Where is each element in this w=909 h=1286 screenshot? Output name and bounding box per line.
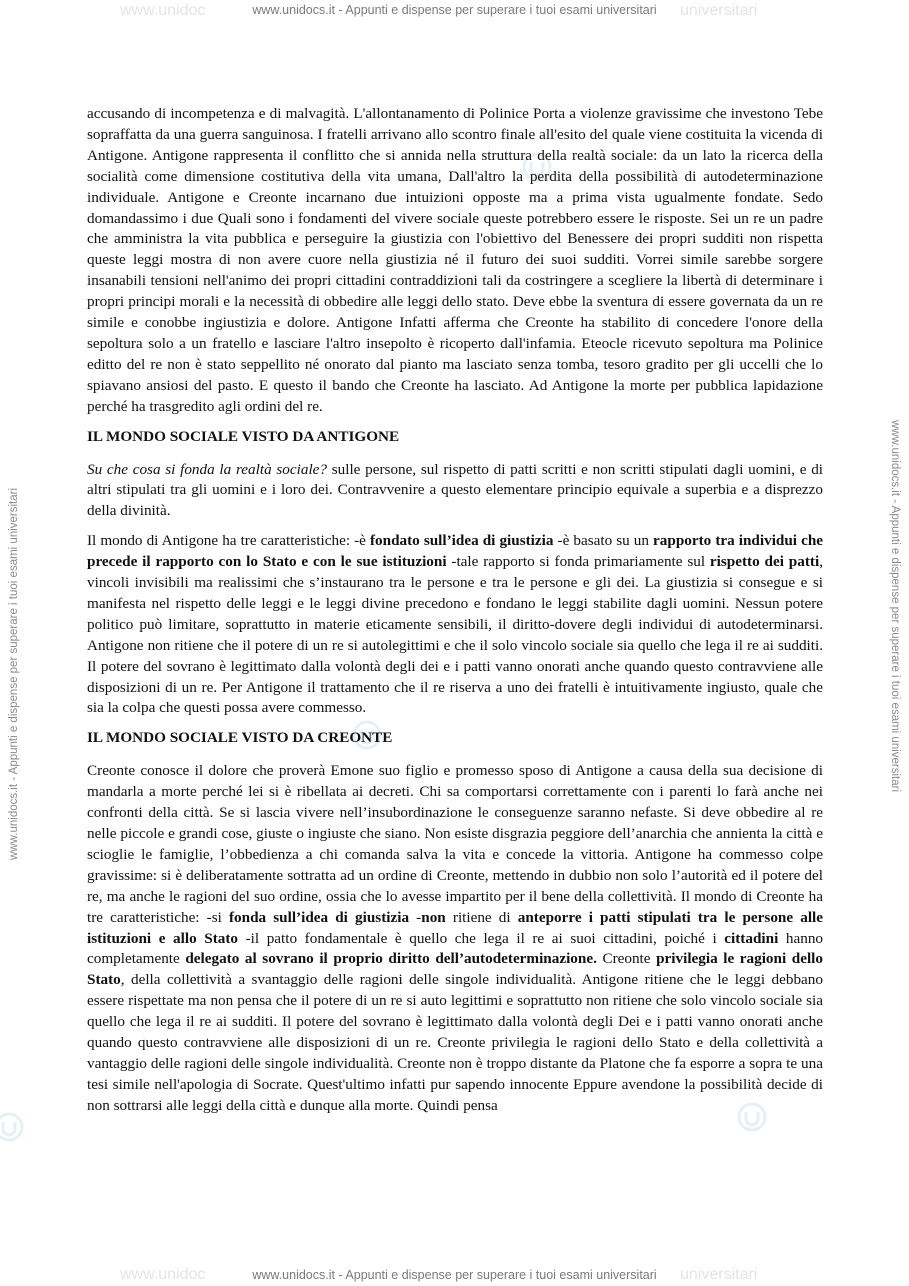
watermark-ghost-left-bottom: www.unidoc: [120, 1266, 206, 1283]
unidocs-logo-icon: [0, 1110, 26, 1144]
watermark-ghost-right-top: universitari: [680, 2, 758, 19]
right-side-watermark: www.unidocs.it - Appunti e dispense per superare i tuoi esami universitari: [889, 420, 901, 793]
heading-creonte: IL MONDO SOCIALE VISTO DA CREONTE: [87, 729, 393, 747]
paragraph-antigone-world: [87, 531, 823, 719]
text-run: , della collettività a svantaggio delle ragioni delle singole individualità. Antigone ritiene che le leggi debbano essere rispettate ma non pensa che il potere di un re si auto legittimi e soprattutto non ritiene che solo vincolo sociale sia quello che lega il re ai sudditi. Il potere del sovrano è legittimato dalla volontà degli Dei e i patti vanno onorati anche quando questo contravviene alle disposizioni di un re. Creonte privilegia le ragioni dello Stato e della collettività a vantaggio delle ragioni delle singole individualità. Creonte non è troppo distante da Platone che fa esporre a sopra te una tesi simile nell'apologia di Socrate. Quest'ultimo infatti pur sapendo innocente Eppure avendone la possibilità decide di non sottrarsi alle leggi della città e dunque alla morte. Quindi pensa: [87, 971, 823, 1114]
document-body: [87, 104, 823, 1126]
header-watermark: www.unidocs.it - Appunti e dispense per superare i tuoi esami universitari: [252, 3, 657, 17]
text-run: -è basato su un: [553, 532, 654, 550]
text-run: -tale rapporto si fonda primariamente sul: [446, 553, 710, 571]
text-run: Creonte conosce il dolore che proverà Emone suo figlio e promesso sposo di Antigone a causa della sua decisione di mandarla a morte perché lei si è ribellata ai decreti. Chi sa comportarsi correttamente con i parenti lo farà anche nei confronti della città. Se si lascia vivere nell’insubordinazione le conseguenze saranno nefaste. Si deve obbedire al re nelle piccole e grandi cose, giuste o ingiuste che siano. Non esiste disgrazia peggiore dell’anarchia che annienta la città e scioglie le famiglie, l’obbedienza a chi comanda salva la vita e concede la vittoria. Antigone ha commesso colpe gravissime: si è deliberatamente sottratta ad un ordine di Creonte, mettendo in dubbio non solo l’autorità ed il potere del re, ma anche le ragioni del suo ordine, ossia che lo avesse impartito per il bene della collettività. Il mondo di Creonte ha tre caratteristiche: -si: [87, 762, 823, 926]
text-run-bold: cittadini: [724, 929, 779, 947]
text-run-bold: delegato al sovrano il proprio diritto dell’autodeterminazione.: [185, 950, 597, 968]
question-italic: Su che cosa si fonda la realtà sociale?: [87, 460, 328, 478]
text-run: Il mondo di Antigone ha tre caratteristiche: -è: [87, 532, 370, 550]
heading-antigone: IL MONDO SOCIALE VISTO DA ANTIGONE: [87, 427, 400, 445]
paragraph-intro: accusando di incompetenza e di malvagità. L'allontanamento di Polinice Porta a violenze gravissime che investono Tebe sopraffatta da una guerra sanguinosa. I fratelli arrivano allo scontro finale all'esito del quale viene costituita la vicenda di Antigone. Antigone rappresenta il conflitto che si annida nella struttura della realtà sociale: da un lato la ricerca della socialità come dimensione costitutiva della vita umana, Dall'altro la perdita della possibilità di autodeterminazione individuale. Antigone e Creonte incarnano due intuizioni opposte ma a prima vista ugualmente fondate. Sedo domandassimo i due Quali sono i fondamenti del vivere sociale queste potrebbero essere le risposte. Sei un re un padre che amministra la vita pubblica e perseguire la giustizia con l'obiettivo del Benessere dei propri sudditi non rispetta queste leggi mostra di non avere cuore nella giustizia né il futuro dei suoi sudditi. Vorrei simile sarebbe sorgere insanabili tensioni nell'animo dei propri cittadini contraddizioni tali da costringere a scegliere la libertà di determinare i propri principi morali e la necessità di obbedire alle leggi dello stato. Deve ebbe la sventura di essere governata da un re simile e conobbe ingiustizia e dolore. Antigone Infatti afferma che Creonte ha stabilito di concedere l'onore della sepoltura solo a un fratello e lasciare l'altro insepolto è ricoperto dall'infamia. Eteocle ricevuto sepoltura ma Polinice editto del re non è stato seppellito né onorato dal pianto ma lasciato senza tomba, tesoro gradito per gli uccelli che lo spiavano ansiosi del pasto. E questo il bando che Creonte ha lasciato. Ad Antigone la morte per pubblica lapidazione perché ha trasgredito agli ordini del re.: [87, 105, 823, 415]
text-run-bold: anteporre i patti stipulati tra le persone alle istituzioni e allo Stato: [87, 908, 824, 947]
paragraph-antigone-question: [87, 460, 823, 523]
watermark-ghost-left-top: www.unidoc: [120, 2, 206, 19]
text-run-bold: privilegia le ragioni dello Stato: [87, 950, 823, 989]
text-run-bold: fonda sull’idea di giustizia: [228, 908, 410, 926]
watermark-ghost-right-bottom: universitari: [680, 1266, 758, 1283]
text-run-bold: fondato sull’idea di giustizia: [369, 532, 554, 550]
paragraph-creonte-world: [87, 761, 823, 1116]
text-run: ritiene di: [445, 908, 518, 926]
text-run: -: [409, 908, 422, 926]
text-run-bold: rapporto tra individui che precede il rapporto con lo Stato e con le sue istituzioni: [87, 532, 824, 571]
question-answer: sulle persone, sul rispetto di patti scritti e non scritti stipulati dagli uomini, e di altri stipulati tra gli uomini e i loro dei. Contravvenire a questo elementare principio equivale a superbia e a disprezzo della divinità.: [87, 460, 824, 520]
left-side-watermark: www.unidocs.it - Appunti e dispense per superare i tuoi esami universitari: [8, 487, 20, 860]
text-run: hanno completamente: [87, 929, 824, 968]
text-run: -il patto fondamentale è quello che lega il re ai suoi cittadini, poiché i: [238, 929, 725, 947]
text-run: , vincoli invisibili ma realissimi che s’instaurano tra le persone e tra le persone e gli dei. La giustizia si consegue e si manifesta nel rispetto delle leggi e le leggi divine precedono e fondano le leggi stabilite dagli uomini. Nessun potere politico può limitare, soprattutto in materie eticamente sensibili, il diritto-dovere degli individui di autodeterminarsi. Antigone non ritiene che il potere di un re si autolegittimi e che il solo vincolo sociale sia quello che lega il re ai sudditi. Il potere del sovrano è legittimato dalla volontà degli dei e i patti vanno onorati anche quando questo contravviene alle disposizioni di un re. Per Antigone il trattamento che il re riserva a uno dei fratelli è intuitivamente ingiusto, quale che sia la colpa che questi possa avere commesso.: [87, 553, 823, 717]
text-run-bold: rispetto dei patti: [709, 553, 820, 571]
text-run-bold: non: [421, 908, 446, 926]
footer-watermark: www.unidocs.it - Appunti e dispense per superare i tuoi esami universitari: [252, 1268, 657, 1282]
text-run: Creonte: [596, 950, 657, 968]
